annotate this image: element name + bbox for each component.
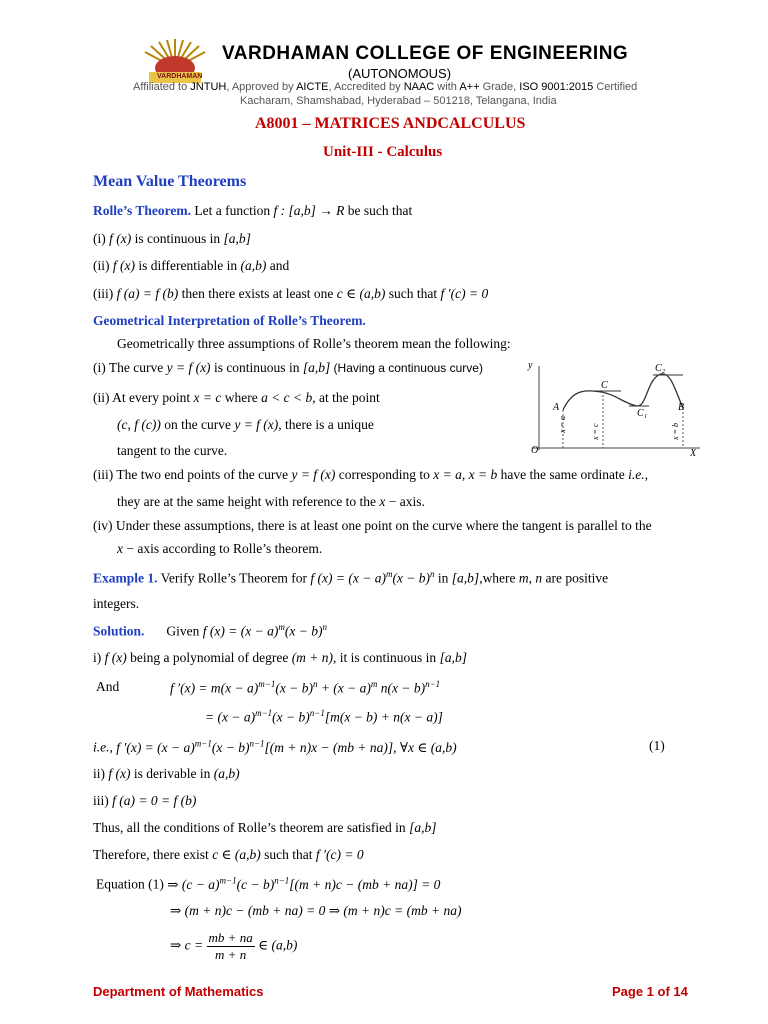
geo-point-3: (iii) The two end points of the curve y = f (x) corresponding to x = a, x = b have the same ordinate i.e.,: [93, 467, 648, 482]
geo-point-2: (ii) At every point x = c where a < c < b, at the point: [93, 390, 380, 405]
rolle-condition-3: (iii) f (a) = f (b) then there exists at least one c ∈ (a,b) such that f ′(c) = 0: [93, 286, 489, 301]
solution-step-1: i) f (x) being a polynomial of degree (m + n), it is continuous in [a,b]: [93, 650, 467, 665]
derivative-2: = $(x - a)^{m-1}(x - b)^{n-1}[m(x - b) + n(x - a)]$: [205, 708, 443, 725]
fig-point-c: C: [601, 380, 608, 391]
fig-point-c1: C₁: [637, 408, 648, 419]
geo-point-3b: they are at the same height with reference to the x − axis.: [117, 494, 425, 509]
example-1b: integers.: [93, 596, 140, 611]
solution-step-2: ii) f (x) is derivable in (a,b): [93, 766, 240, 781]
fig-point-b: B: [678, 402, 685, 413]
footer-page-number: Page 1 of 14: [612, 984, 688, 999]
geo-intro: Geometrically three assumptions of Rolle’s theorem mean the following:: [117, 336, 511, 351]
solution-step-3: iii) f (a) = 0 = f (b): [93, 793, 197, 808]
fig-point-c2: C₂: [655, 363, 666, 374]
rolle-condition-2: (ii) f (x) is differentiable in (a,b) and: [93, 258, 290, 273]
rolle-condition-1: (i) f (x) is continuous in [a,b]: [93, 231, 251, 246]
unit-title: Unit-III - Calculus: [323, 144, 443, 160]
equation-1-step: Equation (1) ⇒ $(c - a)^{m-1}(c - b)^{n-1}[(m + n)c - (mb + na)] = 0$: [96, 875, 441, 892]
affiliation-line: Affiliated to JNTUH, Approved by AICTE, Accredited by NAAC with A++ Grade, ISO 9001:2015 Certified: [133, 81, 638, 93]
geo-point-1: (i) The curve y = f (x) is continuous in [a,b] (Having a continuous curve): [93, 360, 483, 375]
college-address: Kacharam, Shamshabad, Hyderabad – 501218, Telangana, India: [240, 95, 557, 107]
and-label: And: [96, 679, 120, 694]
geo-heading: Geometrical Interpretation of Rolle’s Theorem.: [93, 313, 366, 328]
equation-2-step: ⇒ (m + n)c − (mb + na) = 0 ⇒ (m + n)c = (mb + na): [170, 903, 462, 918]
fig-y-label: y: [528, 360, 533, 371]
there-exist: Therefore, there exist c ∈ (a,b) such that f ′(c) = 0: [93, 847, 364, 862]
conditions-satisfied: Thus, all the conditions of Rolle’s theorem are satisfied in [a,b]: [93, 820, 437, 835]
rolle-figure: [525, 360, 705, 460]
derivative-1: f $'(x) = m(x - a)^{m-1}(x - b)^n + (x - a)^m$ $n(x - b)^{n-1}$: [170, 679, 441, 696]
geo-point-4: (iv) Under these assumptions, there is at least one point on the curve where the tangent is parallel to the: [93, 518, 652, 533]
autonomous-label: (AUTONOMOUS): [348, 66, 452, 81]
fig-x-label: X: [690, 448, 697, 459]
fig-label-xa: x = a: [558, 416, 567, 433]
c-fraction: $\frac{mb + na}{m + n}$: [208, 930, 253, 962]
geo-point-2b: (c, f (c)) on the curve y = f (x), there is a unique: [117, 417, 374, 432]
equation-3-step: ⇒ c = $\frac{mb + na}{m + n}$ ∈ (a,b): [170, 930, 298, 962]
geo-point-2c: tangent to the curve.: [117, 443, 228, 458]
course-title: A8001 – MATRICES ANDCALCULUS: [255, 115, 526, 132]
example-1: Example 1. Verify Rolle’s Theorem for f $(x) = (x - a)^m(x - b)^n$ in [a,b],where m, n are positive: [93, 569, 609, 586]
section-title: Mean Value Theorems: [93, 173, 247, 190]
logo-text: VARDHAMAN: [157, 73, 203, 80]
college-name: VARDHAMAN COLLEGE OF ENGINEERING: [222, 43, 629, 64]
solution-given: Solution. Given f $(x) = (x - a)^m(x - b)^n$: [93, 622, 327, 639]
curve: [563, 374, 683, 410]
fig-point-a: A: [553, 402, 560, 413]
footer-department: Department of Mathematics: [93, 984, 264, 999]
fig-origin: O: [531, 445, 539, 456]
fig-label-xc: x = c: [591, 423, 600, 440]
fig-label-xb: x = b: [671, 423, 680, 440]
geo-point-4b: x − axis according to Rolle’s theorem.: [117, 541, 323, 556]
derivative-3: i.e., f $'(x) = (x - a)^{m-1}(x - b)^{n-1}[(m + n)x - (mb + na)]$, ∀x ∈ (a,b): [93, 738, 457, 755]
equation-number: (1): [649, 738, 665, 753]
rolle-statement: Rolle’s Theorem. Let a function f : [a,b] → R be such that: [93, 203, 413, 218]
